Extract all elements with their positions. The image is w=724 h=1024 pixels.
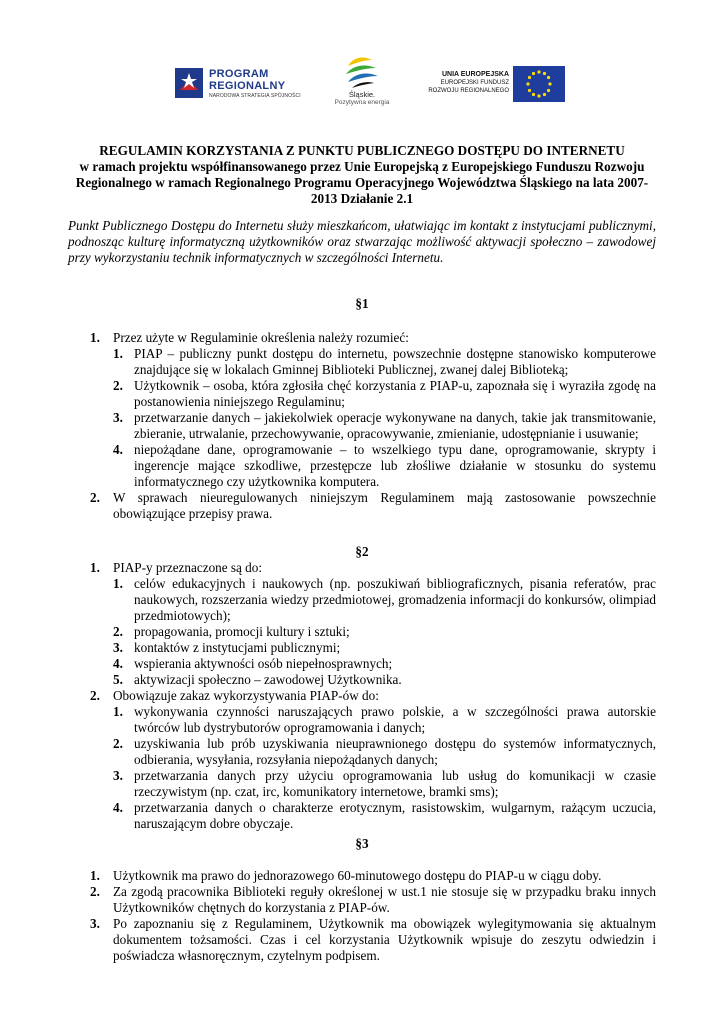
list-item (113, 640, 656, 656)
list-item (68, 330, 656, 490)
item-text: Użytkownik ma prawo do jednorazowego 60-minutowego dostępu do PIAP-u w ciągu doby. (113, 868, 602, 883)
list-item (68, 490, 656, 522)
section-heading-1: §1 (355, 296, 369, 311)
eu-logo (405, 66, 565, 106)
list-item (113, 768, 656, 800)
item-number: 4. (113, 442, 123, 457)
slaskie-logo (327, 52, 397, 120)
item-text: Po zapoznaniu się z Regulaminem, Użytkownik ma obowiązek wylegitymowania się aktualnym dokumentem tożsamości. Czas i cel korzystania Użytkownik wpisuje do zeszytu odwiedzin i poświadcza własnoręcznym, czytelnym podpisem. (113, 916, 656, 963)
list-item (113, 410, 656, 442)
title-line2: w ramach projektu współfinansowanego przez Unie Europejską z Europejskiego Funduszu Rozwoju (79, 159, 645, 174)
document-title (68, 143, 656, 207)
slaskie-tagline: Pozytywna energia (334, 99, 390, 106)
item-text: przetwarzania danych o charakterze erotycznym, rasistowskim, wulgarnym, rażącym uczucia, naruszającym dobre obyczaje. (134, 800, 656, 831)
item-number: 2. (113, 624, 123, 639)
item-text: uzyskiwania lub prób uzyskiwania nieuprawnionego dostępu do systemów informatycznych, odbierania, wysyłania, rozsyłania niepożądanych danych; (134, 736, 656, 767)
item-text: kontaktów z instytucjami publicznymi; (134, 640, 341, 655)
program-regionalny-line1: PROGRAM (209, 68, 269, 80)
item-text: Obowiązuje zakaz wykorzystywania PIAP-ów do: (113, 688, 379, 703)
eu-flag-icon (513, 66, 565, 102)
list-item (68, 916, 656, 964)
item-number: 2. (113, 736, 123, 751)
eu-line3: ROZWOJU REGIONALNEGO (428, 88, 509, 94)
item-number: 1. (90, 560, 100, 575)
item-number: 2. (90, 490, 100, 505)
item-number: 2. (90, 884, 100, 899)
list-item (113, 704, 656, 736)
item-number: 1. (90, 330, 100, 345)
list-item (68, 688, 656, 832)
item-number: 1. (113, 704, 123, 719)
item-text: przetwarzanie danych – jakiekolwiek operacje wykonywane na danych, takie jak transmitowanie, zbieranie, utrwalanie, przechowywanie, opracowywanie, zmienianie, udostępnianie i usuwanie; (134, 410, 656, 441)
title-line3: Regionalnego w ramach Regionalnego Programu Operacyjnego Województwa Śląskiego na lata 2007- (75, 175, 649, 190)
item-text: propagowania, promocji kultury i sztuki; (134, 624, 350, 639)
item-text: Przez użyte w Regulaminie określenia należy rozumieć: (113, 330, 409, 345)
item-number: 3. (90, 916, 100, 931)
item-text: celów edukacyjnych i naukowych (np. poszukiwań bibliograficznych, pisania referatów, prac naukowych, rozszerzania wiedzy przedmiotowej, gromadzenia informacji do konkursów, olimpiad przedmiotowych); (134, 576, 656, 623)
item-text: wykonywania czynności naruszających prawo polskie, a w szczególności prawa autorskie twórców lub dystrybutorów oprogramowania i danych; (134, 704, 656, 735)
program-regionalny-line3: NARODOWA STRATEGIA SPÓJNOŚCI (209, 93, 301, 99)
item-number: 3. (113, 640, 123, 655)
section-3-list (68, 868, 656, 964)
list-item (113, 736, 656, 768)
item-text: przetwarzania danych przy użyciu oprogramowania lub usług do komunikacji w czasie rzeczywistym (np. czat, irc, komunikatory internetowe, bramki sms); (134, 768, 656, 799)
list-item (68, 868, 656, 884)
item-number: 5. (113, 672, 123, 687)
list-item (113, 378, 656, 410)
item-text: Za zgodą pracownika Biblioteki reguły określonej w ust.1 nie stosuje się w przypadku braku innych Użytkowników chętnych do korzystania z PIAP-ów. (113, 884, 656, 915)
item-text: wspierania aktywności osób niepełnosprawnych; (134, 656, 393, 671)
title-line1: REGULAMIN KORZYSTANIA Z PUNKTU PUBLICZNEGO DOSTĘPU DO INTERNETU (99, 143, 625, 158)
item-text: W sprawach nieuregulowanych niniejszym Regulaminem mają zastosowanie powszechnie obowiązujące przepisy prawa. (113, 490, 656, 521)
program-regionalny-star-icon (175, 68, 203, 98)
title-line4: 2013 Działanie 2.1 (310, 191, 414, 206)
program-regionalny-line2: REGIONALNY (209, 80, 286, 92)
list-item (113, 624, 656, 640)
list-item (113, 672, 656, 688)
list-item (68, 884, 656, 916)
list-item (68, 560, 656, 688)
item-number: 2. (113, 378, 123, 393)
item-number: 4. (113, 656, 123, 671)
list-item (113, 442, 656, 490)
section-heading-2: §2 (355, 544, 369, 559)
section-1-list (68, 330, 656, 522)
list-item (113, 576, 656, 624)
item-number: 3. (113, 410, 123, 425)
eu-line2: EUROPEJSKI FUNDUSZ (440, 80, 509, 86)
logo-bar (165, 52, 565, 122)
section-2-list (68, 560, 656, 832)
list-item (113, 346, 656, 378)
item-text: PIAP – publiczny punkt dostępu do internetu, powszechnie dostępne stanowisko komputerowe znajdujące się w lokalach Gminnej Biblioteki Publicznej, zwanej dalej Biblioteką; (134, 346, 656, 377)
item-text: Użytkownik – osoba, która zgłosiła chęć korzystania z PIAP-u, zapoznała się i wyraziła zgodę na postanowienia niniejszego Regulaminu; (134, 378, 656, 409)
item-number: 1. (90, 868, 100, 883)
eu-line1: UNIA EUROPEJSKA (441, 71, 509, 78)
section-heading-3: §3 (355, 836, 369, 851)
item-text: PIAP-y przeznaczone są do: (113, 560, 263, 575)
program-regionalny-logo (175, 64, 305, 108)
item-number: 3. (113, 768, 123, 783)
item-number: 2. (90, 688, 100, 703)
item-text: aktywizacji społeczno – zawodowej Użytkownika. (134, 672, 402, 687)
intro-paragraph: Punkt Publicznego Dostępu do Internetu służy mieszkańcom, ułatwiając im kontakt z instytucjami publicznymi, podnosząc kulturę informatyczną użytkowników oraz stwarzając możliwość aktywacji społeczno – zawodowej przy wykorzystaniu technik informatycznych w szczególności Internetu. (68, 218, 656, 265)
item-number: 4. (113, 800, 123, 815)
slaskie-name: Śląskie. (348, 90, 376, 99)
list-item (113, 800, 656, 832)
item-number: 1. (113, 576, 123, 591)
item-text: niepożądane dane, oprogramowanie – to wszelkiego typu dane, oprogramowanie, skrypty i ingerencje mające szkodliwe, przestępcze lub złośliwe działanie w stosunku do systemu informatycznego czy użytkownika komputera. (134, 442, 656, 489)
list-item (113, 656, 656, 672)
slaskie-wave-icon (342, 52, 382, 90)
item-number: 1. (113, 346, 123, 361)
